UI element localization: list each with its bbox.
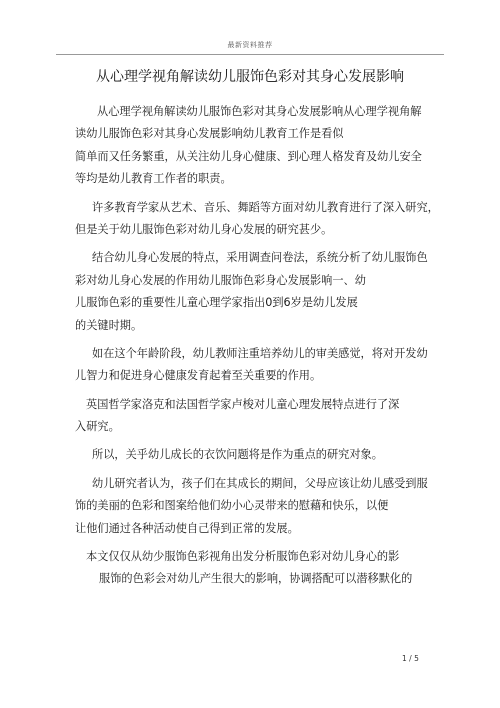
paragraph-line: 入研究。 (75, 420, 120, 434)
document-title: 从心理学视角解读幼儿服饰色彩对其身心发展影响 (96, 69, 404, 85)
paragraph-line: 幼儿研究者认为，孩子们在其成长的期间，父母应该让幼儿感受到服 (92, 476, 428, 490)
paragraph-line: 但是关于幼儿服饰色彩对幼儿身心发展的研究甚少。 (75, 222, 333, 236)
paragraph-line: 简单而又任务繁重，从关注幼儿身心健康、到心理人格发育及幼儿安全 (75, 149, 422, 163)
age-from-number: 0 (265, 296, 273, 310)
age-to-number: 6 (283, 296, 291, 310)
line-text: 岁是幼儿发展 (290, 296, 358, 310)
paragraph-line: 许多教育学家从艺术、音乐、舞蹈等方面对幼儿教育进行了深入研究， (92, 200, 439, 214)
line-text: 儿服饰色彩的重要性儿童心理学家指出 (75, 296, 266, 310)
paragraph-line: 英国哲学家洛克和法国哲学家卢梭对儿童心理发展特点进行了深 (86, 397, 400, 411)
paragraph-line: 彩对幼儿身心发展的作用幼儿服饰色彩身心发展影响一、幼 (75, 273, 366, 287)
paragraph-line: 的关键时期。 (75, 318, 143, 332)
paragraph-line: 饰的美丽的色彩和图案给他们幼小心灵带来的慰藉和快乐，以便 (75, 499, 389, 513)
paragraph-line: 从心理学视角解读幼儿服饰色彩对其身心发展影响从心理学视角解 (97, 105, 422, 118)
paragraph-line: 服饰的色彩会对幼儿产生很大的影响，协调搭配可以潜移默化的 (99, 572, 413, 586)
paragraph-line: 等均是幼儿教育工作者的职责。 (75, 172, 232, 186)
paragraph-line: 所以，关乎幼儿成长的衣饮问题将是作为重点的研究对象。 (92, 448, 383, 462)
paragraph-line: 本文仅仅从幼少服饰色彩视角出发分析服饰色彩对幼儿身心的影 (86, 550, 400, 564)
age-connector: 到 (272, 296, 284, 310)
page-indicator: 1 / 5 (402, 654, 419, 663)
paragraph-line: 结合幼儿身心发展的特点，采用调查问卷法，系统分析了幼儿服饰色 (92, 251, 428, 265)
document-body (75, 101, 439, 591)
paragraph-line: 儿智力和促进身心健康发育起着至关重要的作用。 (75, 369, 322, 383)
paragraph-line: 让他们通过各种活动使自己得到正常的发展。 (75, 521, 299, 535)
header-divider (56, 54, 444, 55)
paragraph-line-age-range (75, 292, 435, 314)
paragraph-line: 如在这个年龄阶段，幼儿教师注重培养幼儿的审美感觉，将对开发幼 (92, 346, 428, 360)
paragraph-line: 读幼儿服饰色彩对其身心发展影响幼儿教育工作是看似 (75, 127, 344, 141)
header-label: 最新资料推荐 (227, 41, 273, 49)
